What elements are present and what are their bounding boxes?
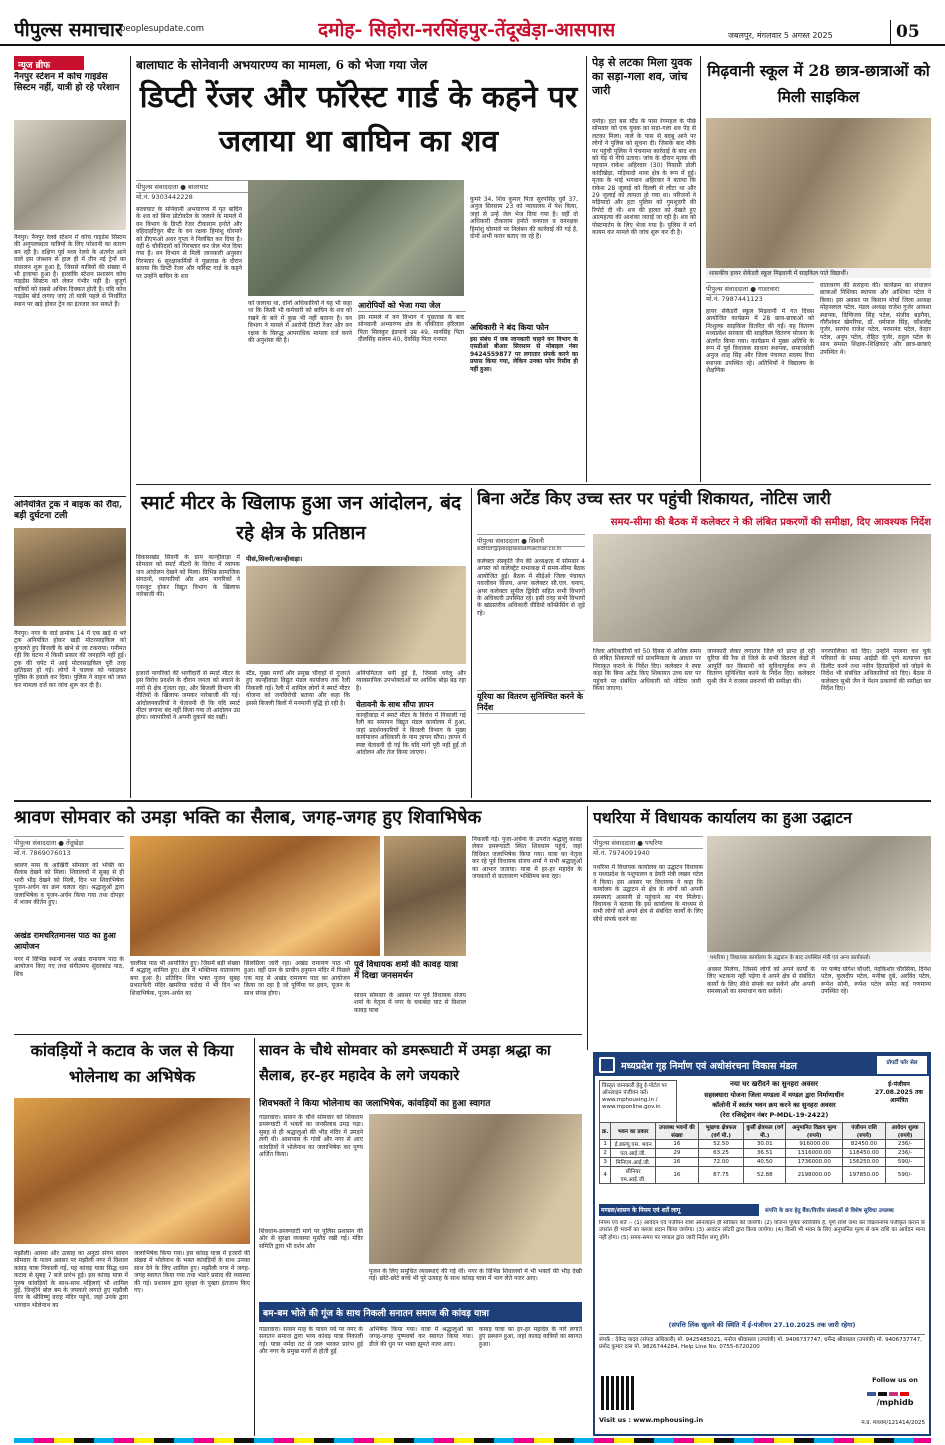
ad-table-cell: ई.डब्ल्यू.एस. भवन (611, 1140, 656, 1149)
meter-col4-head: चेतावनी के साथ सौंपा ज्ञापन (356, 700, 466, 711)
lead-byline: पीपुल्स संवाददाता ● बालाघाट (136, 180, 248, 193)
ad-table-cell: 1 (600, 1140, 611, 1149)
damru-headline: सावन के चौथे सोमवार को डमरूघाटी में उमड़ा श्रद्धा का सैलाब, हर-हर महादेव के लगे जयकारे (259, 1042, 551, 1084)
twitter-icon (878, 1392, 887, 1396)
damru-band-col2: अभिषेक किया गया। यात्रा में श्रद्धालुओं का जगह-जगह पुष्पवर्षा कर स्वागत किया गया। डीजे की धुन पर भक्त झूमते नजर आए। (369, 1326, 473, 1348)
ad-table-cell: 236/- (886, 1149, 925, 1158)
ad-table-header-cell: उपलब्ध भवनों की संख्या (656, 1123, 699, 1140)
lead-col3-head: आरोपियों को भेजा गया जेल (358, 300, 466, 312)
meter-col1: विकासखंड सिवनी के ग्राम कान्हीवाड़ा में सोमवार को स्मार्ट मीटरों के विरोध में व्यापक जन आंदोलन देखने को मिला। विभिन्न सामाजिक संगठनों, व्यापारियों और आम नागरिकों ने एकजुट होकर विद्युत विभाग के खिलाफ नारेबाजी की। (136, 554, 240, 599)
review-story (477, 488, 931, 798)
ad-table-row (600, 1167, 925, 1184)
ad-reg-no: म.प्र. माध्यम/121414/2025 (861, 1420, 925, 1426)
review-col1: कलेक्टर संस्कृति जैन की अध्यक्षता में सोमवार 4 अगस्त को कलेक्ट्रेट सभाकक्ष में समय-सीमा बैठक आयोजित हुई। बैठक में सीईओ जिला पंचायत नवजीवन विजय, अपर कलेक्टर सी.एल. चनाप, अपर कलेक्टर सुनील द्विवेदी सहित सभी विभागों के अधिकारी उपस्थित रहे। इसी तरह सभी विभागों के खंडस्तरीय अधिकारी वीडियो कॉन्फ्रेंसिंग से जुड़े रहे। (477, 558, 585, 617)
shravan-photo-shivling (384, 836, 466, 956)
ad-table-cell: 590/- (886, 1158, 925, 1167)
brief2-body: नैनपुर। नगर के वार्ड क्रमांक 14 में एक खड़े से भरे ट्रक अनियंत्रित होकर खड़ी मोटरसाइकिल को कुचलते हुए बिजली के खंभे से जा टकराया। गनीमत रही कि घटना में किसी प्रकार की जनहानि नहीं हुई। ट्रक की चपेट में आई मोटरसाइकिल पूरी तरह क्षतिग्रस्त हो गई। लोगों ने चालक को पकड़कर पुलिस के हवाले कर दिया। पुलिस ने वाहन को जब्त कर मामला दर्ज कर जांच शुरू कर दी है। (14, 630, 126, 689)
ad-corner-label: प्रोपर्टी फॉर सेल (877, 1056, 927, 1074)
ad-table-row (600, 1158, 925, 1167)
ad-table-cell: 52.50 (698, 1140, 743, 1149)
ad-table-cell: एल.आई.जी. (611, 1149, 656, 1158)
brief-divider (14, 496, 126, 497)
ad-table-header (600, 1123, 925, 1140)
youtube-icon (900, 1392, 909, 1396)
damru-col2: पूजन के लिए समुचित व्यवस्थाएं की गई थीं। नगर के विभिन्न शिवालयों में भी भक्तों की भीड़ देखी गई। छोटे-छोटे बच्चे भी पूरे उत्साह के साथ कांवड़ यात्रा में भाग लेते नजर आए। (369, 1268, 582, 1283)
ad-table-cell: 16 (656, 1167, 699, 1184)
ad-table-cell: 118450.00 (843, 1149, 886, 1158)
ad-eplan-badge: ई-पंजीयन 27.08.2025 तक आमंत्रित (874, 1081, 924, 1104)
cycle-story (706, 56, 931, 482)
ad-table-header-cell: भूखण्ड क्षेत्रफल (वर्ग मी.) (698, 1123, 743, 1140)
ad-line4: (रेरा रजिस्ट्रेशन नंबर P-MDL-19-2422) (719, 1111, 829, 1119)
review-subhead: समय-सीमा की बैठक में कलेक्टर ने की लंबित प्रकरणों की समीक्षा, दिए आवश्यक निर्देश (610, 517, 931, 528)
meter-col4b: कान्हीवाड़ा में स्मार्ट मीटर के विरोध में निकाली गई रैली का समापन विद्युत मंडल कार्यालय में हुआ, जहां प्रदर्शनकारियों ने बिजली विभाग के मुख्य कार्यपालन अधिकारी के नाम ज्ञापन सौंपा। ज्ञापन में स्पष्ट चेतावनी दी गई कि यदि मांगें पूरी नहीं हुईं तो आंदोलन और तेज किया जाएगा। (356, 712, 466, 757)
ad-social-icons (867, 1386, 925, 1396)
news-brief-column (14, 56, 126, 796)
ad-table-body (600, 1140, 925, 1184)
office-col3: पर पार्षद योगेश चौधरी, नंदकिशोर चौरसिया, दिनेश पटेल, कुलदीप पटेल, मनीषा दुबे, अरविंद पटेल, रूपेश सोनी, रूपेश पटेल समेत कई गणमान्य उपस्थित रहे। (821, 966, 931, 996)
review-col3: जानकारी लेकर लगातार जिले को प्राप्त हो रही यूरिया की रैक से जिले के सभी वितरण केंद्रों में आपूर्ति कर किसानों को सुविधापूर्वक रूप से वितरण सुनिश्चित करने के निर्देश दिए। कलेक्टर सुश्री जैन ने राजस्व प्रकरणों की समीक्षा की। (707, 648, 815, 685)
ad-contact: संपर्क : देवेन्द्र यादव (संपदा अधिकारी) मो. 9425485021, मनोज श्रीवास्तव (उपयंत्री) मो. 9406737747, धर्मेन्द्र श्रीवास्तव (उपयंत्री) मो. 9406737747, प्रमोद कुमार दास मो. 9826744284, Help Line No. 0755-6720200 (599, 1334, 925, 1370)
ad-footer-url: Visit us : www.mphousing.in (599, 1416, 704, 1424)
ad-table-cell: 1316000.00 (786, 1149, 843, 1158)
review-headline: बिना अटेंड किए उच्च स्तर पर पहुंची शिकायत, नोटिस जारी (477, 489, 831, 508)
section-rule (14, 1034, 582, 1035)
ad-table-cell: 156250.00 (843, 1158, 886, 1167)
damru-story (259, 1038, 582, 1436)
meter-col4: अनियमितता बनी हुई है, जिससे घरेलू और व्यावसायिक उपभोक्ताओं पर आर्थिक बोझ बढ़ रहा है। (356, 670, 466, 692)
ad-price-table (599, 1122, 925, 1184)
lead-col3: इस मामले में वन विभाग ने पूछताछ के बाद सोनवानी अभ्यारण्य क्षेत्र के चौकीदार हरिलाल पिता सिलकुर इंडपाचे उम्र 49, मानसिंह पिता दौलसिंह सलाम 40, देवसिंह पिता गनपत (358, 314, 464, 344)
lead-col2: को जलाया था, दोनों अधिकारियों ने यह भी कहा था कि किसी भी कर्मचारी को बाघिन के शव को रखने के बारे में कुछ भी नहीं बताना है। वन विभाग ने मामले में आरोपी डिप्टी रेंजर और वन रक्षक के विरुद्ध आपराधिक मामला दर्ज करने की अनुशंसा की है। (248, 300, 352, 345)
ad-table-header-cell: कुर्सी क्षेत्रफल (वर्ग मी.) (744, 1123, 786, 1140)
smart-meter-story (136, 488, 466, 798)
ad-table-cell: 72.00 (698, 1158, 743, 1167)
lead-col1: बालाघाट के सोनेवानी अभयारण्य में मृत बाघिन के शव को बिना प्रोटोकॉल के जलाने के मामले में वन विभाग के डिप्टी रेंजर टीकाराम हनोते और वहिदाहटिकुर बीट के वन रक्षक हिमांशु घोरमारे को डीएफओ अधर गुप्ता ने निलंबित कर दिया है। वहीं 6 चौकीदारों को गिरफ्तार कर जेल भेज दिया गया है। वन विभाग से मिली जानकारी अनुसार गिरफ्तार 6 सुरक्षाकर्मियों ने पूछताछ के दौरान बताया कि डिप्टी रेंजर और फॉरेस्ट गार्ड के कहने पर उन्होंने बाघिन के शव (136, 206, 242, 280)
office-photo-caption: पथरिया | विधायक कार्यालय के उद्घाटन के बाद उपस्थित मंत्री एवं अन्य कार्यकर्ता। (707, 952, 931, 962)
office-story (593, 806, 931, 1050)
ad-table-cell: 36.51 (744, 1149, 786, 1158)
lead-col4: कुमरे 34, शिव कुमार पिता सुरपसिंह धुर्वे 37, अनुज सिरसाम 23 को न्यायालय में पेश किया, जहां से उन्हें जेल भेज दिया गया है। वहीं दो अधिकारी टीकाराम हनोते वनपाल व वनरक्षक हिमांशु घोरमारे पर निलंबन की कार्रवाई की गई है, दोनों अभी फरार बताए जा रहे हैं। (470, 196, 578, 241)
ad-table-cell: 4 (600, 1167, 611, 1184)
column-rule (471, 488, 472, 798)
masthead (0, 0, 945, 46)
shravan-col1b: नगर में विभिन्न स्थानों पर अखंड रामायण पाठ के आयोजन किए गए तथा संगीतमय सुंदरकांड पाठ, शिव (14, 956, 124, 978)
lead-col4b: इस संबंध में जब जानकारी चाहने वन विभाग के एसडीओ बीआर सिरसाम से मोबाइल नंबर 9424559877 पर लगातार संपर्क करने का प्रयास किया गया, लेकिन उनका फोन रिसीव ही नहीं हुआ। (470, 336, 578, 373)
column-rule (254, 1038, 255, 1436)
brief1-headline: नैनपुर स्टेशन में कोच गाइडेंस सिस्टम नहीं, यात्री हो रहे परेशान (14, 72, 120, 93)
ad-table-header-cell: क्र. (600, 1123, 611, 1140)
ad-table-cell: 2 (600, 1149, 611, 1158)
review-photo (593, 534, 931, 642)
brand-logo: पीपुल्स समाचार (14, 19, 123, 41)
review-byline: पीपुल्स संवाददाता ● सिवनी (477, 534, 585, 547)
lead-mobile: मो.नं. 9303442228 (136, 193, 193, 201)
office-col1: पथरिया में विधायक कार्यालय का उद्घाटन विधायक व मध्यप्रदेश के पशुपालन व डेयरी मंत्री लखन पटेल ने किया। इस अवसर पर विधायक ने कहा कि कार्यालय के उद्घाटन से क्षेत्र के लोगों को अपनी समस्याएं आसानी से पहुंचाने का मंच मिलेगा। विधायक ने बताया कि इस कार्यालय के माध्यम से सभी लोगों को अपने क्षेत्र से संबंधित कार्यों के लिए सीधे संपर्क करने का (593, 864, 703, 923)
ad-notes: नियम एवं शर्तें :- (1) आवेदन एवं पंजीयन राशि ऑनलाइन ही स्वीकार की जायेगी। (2) योजना पूर्णतः स्ववित्तीय है, पूर्ण राशि जमा कर विक्रयनामा पंजीकृत कराने के उपरांत ही भवनों का कब्जा प्रदान किया जायेगा। (3) आवंटन लॉटरी द्वारा किया जायेगा। (4) किसी भी भवन के लिए अनुमानित मूल्य से कम राशि का आवेदन मान्य नहीं होगा। (5) समय-समय पर मण्डल द्वारा जारी निर्देश लागू होंगे। (599, 1220, 925, 1241)
column-rule (700, 56, 701, 482)
ad-logo-icon (599, 1057, 615, 1073)
ad-title-bar (595, 1054, 929, 1076)
kanwar-headline: कांवड़ियों ने कटाव के जल से किया भोलेनाथ का अभिषेक (30, 1041, 234, 1086)
lead-photo (248, 180, 464, 296)
ad-title: मध्यप्रदेश गृह निर्माण एवं अधोसंरचना विकास मंडल (621, 1061, 797, 1072)
review-col2: जिला अधिकारियों को 50 दिवस से अधिक समय से लंबित शिकायतों को प्राथमिकता के आधार पर निराकृत कराने के निर्देश दिए। कलेक्टर ने स्पष्ट कहा कि बिना अटेंड किए शिकायत उच्च स्तर पर पहुंचने पर संबंधित अधिकारी को नोटिस जारी किया जाएगा। (593, 648, 701, 693)
cycle-photo (706, 118, 931, 268)
ad-table-cell: 590/- (886, 1167, 925, 1184)
shravan-col4: सावन सोमवार के अवसर पर पूर्व विधायक संजय शर्मा के नेतृत्व में नगर के चकबंदा घाट से विशाल कावड़ यात्रा (354, 992, 466, 1014)
meter-byline: पीसं,सिवनी/कान्हीवाड़ा। (246, 555, 303, 563)
meter-headline: स्मार्ट मीटर के खिलाफ हुआ जन आंदोलन, बंद रहे क्षेत्र के प्रतिष्ठान (140, 492, 462, 544)
ad-table-cell: 16 (656, 1140, 699, 1149)
ad-deadline: (संपत्ति लिंक खुलने की स्थिति में ई-पंजीयन 27.10.2025 तक जारी रहेगा) (668, 1321, 856, 1329)
damru-photo (369, 1114, 582, 1264)
lead-kicker: बालाघाट के सोनेवानी अभयारण्य का मामला, 6 को भेजा गया जेल (136, 58, 428, 72)
shravan-col4-head: पूर्व विधायक शर्मा की कावड़ यात्रा में दिखा जनसमर्थन (354, 960, 458, 981)
ad-table-header-cell: आवेदन शुल्क (रुपये) (886, 1123, 925, 1140)
shravan-col1: श्रावण मास के आखिरी सोमवार को भक्ति का सैलाब देखने को मिला। शिवालयों में सुबह से ही भारी भीड़ देखने को मिली, दिन भर शिवाभिषेक पूजन-अर्चन का क्रम चलता रहा। श्रद्धालुओं द्वारा जलाभिषेक व पूजन-अर्चन किया गया तथा दोपहर में भजन कीर्तन हुए। (14, 862, 124, 907)
news-brief-label: न्यूज ब्रीफ (14, 56, 84, 70)
brief1-body: नैनपुर। नैनपुर रेलवे स्टेशन में कोच गाइडेंस सिस्टम की अनुपलब्धता यात्रियों के लिए परेशानी का कारण बन रही है। दक्षिण पूर्व मध्य रेलवे के अंतर्गत आने वाले इस जंक्शन से हाल ही में तीन नई ट्रेनों का संचालन शुरू हुआ है, जिससे यात्रियों की संख्या में भी इजाफा हुआ है। हालांकि स्टेशन प्रशासन कोच गाइडेंस सिस्टम को लेकर गंभीर नहीं है। बुजुर्ग यात्रियों को सबसे अधिक दिक्कत होती है। यदि कोच गाइडेंस बोर्ड लगाए जाएं तो यात्री पहले से निर्धारित स्थान पर खड़े होकर ट्रेन का इंतजार कर सकते हैं। (14, 234, 126, 308)
kanwar-col1: मझौली। आस्था और उत्साह का अनूठा संगम सावन सोमवार के पावन अवसर पर मझौली नगर में विशाल कांवड़ यात्रा निकाली गई, यह कांवड़ यात्रा सिद्ध धाम कटाव से सुबह 7 बजे प्रारंभ हुई। इस कांवड़ यात्रा में पुरुष कांवड़ियों के साथ-साथ महिलाएं भी शामिल हुईं, जिन्होंने बोल बम के जयकारे लगाते हुए मझौली नगर के श्रीविष्णु वराह मंदिर पहुंचे, जहां उनके द्वारा भगवान भोलेनाथ का (14, 1250, 128, 1309)
cycle-mobile: मो.नं. 7987441123 (706, 295, 763, 303)
ad-line3: कॉलोनी में स्वतंत्र भवन क्रय करने का सुनहरा अवसर (712, 1101, 836, 1109)
ad-table-row (600, 1140, 925, 1149)
damru-band-col1: गाडरवारा। सावन माह के पावन पर्व पर नगर के सनातन समाज द्वारा भव्य कांवड़ यात्रा निकाली गई। यात्रा नर्मदा तट से जल भरकर प्रारंभ हुई और नगर के प्रमुख मार्गों से होती हुई (259, 1326, 363, 1356)
shravan-story (14, 806, 582, 1030)
ad-qr-code (601, 1376, 635, 1410)
shravan-col3: सिलसिला जारी रहा। अखंड रामायण पाठ भी हुआ। वहीं ग्राम के प्राचीन हनुमान मंदिर में पिछले एक माह से अखंड रामायण पाठ का आयोजन किया जा रहा है जो पूर्णिमा पर हवन, पूजन के साथ संपन्न होगा। (244, 960, 350, 997)
review-email: editor@peoplessamachar.co.in (477, 546, 562, 552)
cycle-byline: पीपुल्स संवाददाता ● गाडरवारा (706, 282, 814, 295)
ad-table-cell: 29 (656, 1149, 699, 1158)
edition-date: जबलपुर, मंगलवार 5 अगस्त 2025 (728, 31, 833, 40)
ad-follow-label: Follow us on (872, 1376, 918, 1384)
cycle-col2: वातावरण की सराहना की। कार्यक्रम का संचालन छात्राओं निशिका स्थापक और आंशिका पटेल ने किया। इस अवसर पर किसान मोर्चा जिला अध्यक्ष मोहनलाल पटेल, मंडल अध्यक्ष राजेश गुर्जर आयशा स्थापक, दिग्विजय सिंह पटेल, संजीव बड़गैया, गौरीशंकर खेमरिया, डॉ. धर्मपाल सिंह, कौशलेंद्र गुर्जर, सरपंच राजेश पटेल, परमानंद पटेल, केदार पटेल, अनूप पटेल, रोहित गुर्जर, राहुल पटेल के साथ समस्त शिक्षक-शिक्षिकाएं और छात्र-छात्राएं उपस्थित थे। (820, 282, 931, 356)
ad-table-wrap (599, 1122, 925, 1198)
meter-col2: हजारों नागरिकों की भागीदारी से स्मार्ट मीटर के इस विरोध प्रदर्शन के दौरान जनता को बचाने के नारों से क्षेत्र गूंजता रहा, और बिजली विभाग की नीतियों के खिलाफ जमकर नारेबाजी की गई। आंदोलनकारियों ने चेतावनी दी कि यदि स्मार्ट मीटर लगाना बंद नहीं किया गया तो आंदोलन उग्र होगा। व्यापारियों ने अपनी दुकानें बंद रखीं। (136, 670, 240, 722)
kanwar-col2: जलाभिषेक किया गया। इस कांवड़ यात्रा में हजारों की संख्या में भोलेनाथ के भक्त कांवड़ियों के साथ उनका साथ देने के लिए शामिल हुए। मझौली नगर में जगह-जगह स्वागत किया गया तथा भंडारे प्रसाद की व्यवस्था की गई। प्रशासन द्वारा सुरक्षा के पुख्ता इंतजाम किए गए। (134, 1250, 250, 1295)
ad-left-box: विस्तृत जानकारी हेतु ई-पोर्टल पर ऑनलाइन पंजीयन करें। www.mphousing.in / www.mponline.gov.in (599, 1080, 677, 1140)
ad-table-header-cell: अनुमानित विक्रय मूल्य (रुपये) (786, 1123, 843, 1140)
ad-table-cell: 63.25 (698, 1149, 743, 1158)
body-story-headline: पेड़ से लटका मिला युवक का सड़ा-गला शव, जांच जारी (592, 56, 692, 97)
lead-col4-head: अधिकारी ने बंद किया फोन (470, 322, 578, 334)
kanwar-story (14, 1038, 250, 1436)
print-color-marks (14, 1438, 931, 1443)
office-photo (707, 836, 931, 952)
facebook-icon (867, 1392, 876, 1396)
office-col2: अवसर मिलेगा, जिससे लोगों को अपने कार्यों के लिए भटकना नहीं पड़ेगा वे अपने क्षेत्र से संबंधित कार्यों के लिए सीधे संपर्क कर सकेंगे और अपनी समस्याओं का समाधान करा सकेंगे। (707, 966, 815, 996)
damru-band-head: बम-बम भोले की गूंज के साथ निकली सनातन समाज की कांवड़ यात्रा (259, 1302, 582, 1322)
lead-headline: डिप्टी रेंजर और फॉरेस्ट गार्ड के कहने पर जलाया था बाघिन का शव (139, 80, 578, 159)
shravan-headline: श्रावण सोमवार को उमड़ा भक्ति का सैलाब, जगह-जगह हुए शिवाभिषेक (14, 807, 482, 828)
body-found-story (592, 56, 696, 482)
website-url: peoplesupdate.com (120, 24, 205, 34)
office-mobile: मो.नं. 7974091940 (593, 849, 650, 857)
meter-photo (246, 566, 466, 664)
office-headline: पथरिया में विधायक कार्यालय का हुआ उद्घाटन (593, 808, 852, 827)
review-col4: नगरपालिका को दिए। उन्होंने पालना कर चुके परिवारों के समग्र आईडी की पूर्ण सत्यापन कर डिलीट करने तथा नवीन हितग्राहियों को जोड़ने के निर्देश भी संबंधित अधिकारियों को दिए। बैठक में कलेक्टर सुश्री जैन ने पेंशन प्रकरणों की समीक्षा कर निर्देश दिए। (821, 648, 931, 693)
ad-table-cell: 236/- (886, 1140, 925, 1149)
shravan-col5: निकाली गई। पूजा-अर्चना के उपरांत श्रद्धालु कावड़ लेकर डमरूघाटी स्थित शिवधाम पहुंचे, जहां विधिवत जलाभिषेक किया गया। यात्रा का नेतृत्व कर रहे पूर्व विधायक संजय शर्मा ने सभी श्रद्धालुओं का आभार जताया। यात्रा में हर-हर महादेव के जयकारों से वातावरण भक्तिमय बना रहा। (472, 836, 582, 881)
column-rule (130, 56, 131, 798)
body-story-text: दमोह। हटा बस स्टैंड के पास रंगमहल के पीछे सोमवार को एक युवक का सड़ा-गला शव पेड़ से लटका मिला। नाले के पास से बदबू आने पर लोगों ने पुलिस को सूचना दी। जिसके बाद मौके पर पहुंची पुलिस ने पंचनामा कार्रवाई के बाद शव को पेड़ से नीचे उतारा। जांच के दौरान मृतक की पहचान राकेश अहिरवार (30) निवासी डोली कांदीखेड़ा, मड़ियादो थाना क्षेत्र के रूप में हुई। मृतक के भाई भगवान अहिरवार ने बताया कि राकेश 28 जुलाई को दिल्ली से लौटा था और 29 जुलाई को लापता हो गया था। परिजनों ने मड़ियादो और हटा पुलिस को गुमशुदगी की रिपोर्ट दी थी। शव की हालत को देखते हुए आत्महत्या की आशंका जताई जा रही है। शव को पोस्टमार्टम के लिए भेजा गया है। पुलिस ने मर्ग कायम कर मामले की जांच शुरू कर दी है। (592, 118, 696, 237)
damru-col1: गाडरवारा। सावन के चौथे सोमवार को शिवधाम डमरूघाटी में भक्तों का जनसैलाब उमड़ पड़ा। सुबह से ही श्रद्धालुओं की भीड़ मंदिर में उमड़ने लगी थी। आसपास के गांवों और नगर से आए कांवड़ियों ने भोलेनाथ का जलाभिषेक कर पुण्य अर्जित किया। (259, 1114, 363, 1159)
mp-housing-ad (593, 1052, 931, 1436)
damru-col1b: शिवधाम-डमरूघाटी मार्ग पर पुलिस प्रशासन की ओर से सुरक्षा व्यवस्था मुस्तैद रखी गई। मंदिर समिति द्वारा भी दर्शन और (259, 1228, 363, 1250)
section-rule (136, 484, 931, 485)
ad-table-cell: 82450.00 (843, 1140, 886, 1149)
page-number: 05 (896, 22, 920, 42)
section-rule (14, 800, 931, 802)
damru-subhead: शिवभक्तों ने किया भोलेनाथ का जलाभिषेक, कांवड़ियों का हुआ स्वागत (259, 1099, 491, 1109)
ad-note-head: मण्डल/शासन के नियम एवं शर्तें लागू (599, 1204, 759, 1216)
cycle-col1: हायर सेकेंडरी स्कूल मिढ़वानी में गत दिवस आयोजित कार्यक्रम में 28 छात्र-छात्राओं को निःशुल्क साइकिल वितरित की गईं। यह वितरण मध्यप्रदेश सरकार की साइकिल वितरण योजना के अंतर्गत किया गया। कार्यक्रम में मुख्य अतिथि के रूप में पूर्व विधायक साधना स्थापक, समाजसेवी अनुज शाह सिंह और जिला पंचायत सदस्य रिचा स्थापक उपस्थित रहे। अतिथियों ने विद्यालय के शैक्षणिक (706, 308, 814, 375)
office-byline: पीपुल्स संवाददाता ● पथरिया (593, 836, 703, 849)
meter-col3: स्टैंड, मुख्य मार्गों और प्रमुख चौराहों से गुजरते हुए कान्हीवाड़ा विद्युत मंडल कार्यालय तक रैली निकाली गई। रैली में शामिल लोगों ने स्मार्ट मीटर योजना को जनविरोधी बताया और कहा कि इससे बिजली बिलों में मनमानी वृद्धि हो रही है। (246, 670, 350, 707)
ad-table-cell: 52.88 (744, 1167, 786, 1184)
brief2-photo (14, 528, 126, 626)
ad-table-row (600, 1149, 925, 1158)
cycle-photo-caption: शासकीय हायर सेकेंडरी स्कूल मिढ़वानी में साइकिल पाते विद्यार्थी। (706, 268, 931, 278)
masthead-divider (890, 20, 891, 44)
brief1-photo (14, 120, 126, 230)
column-rule (587, 806, 588, 1050)
ad-table-cell: 197850.00 (843, 1167, 886, 1184)
damru-band-col3: कावड़ यात्रा का हर-हर महादेव के नारे लगाते हुए प्रस्थान हुआ, जहां कावड़ यात्रियों का स्वागत हुआ। (479, 1326, 582, 1348)
ad-note-right: संपत्ति के क्रय हेतु बैंक/वित्तीय संस्थाओं से विशेष सुविधा उपलब्ध (765, 1208, 894, 1214)
ad-table-cell: 1736000.00 (786, 1158, 843, 1167)
ad-line2: सहस्त्रधारा योजना जिला मण्डला में मण्डल द्वारा निर्माणाधीन (704, 1091, 844, 1099)
ad-table-cell: 16 (656, 1158, 699, 1167)
ad-table-cell: मिनिएम.आई.जी. (611, 1158, 656, 1167)
ad-table-cell: सीनियर एम.आई.जी. (611, 1167, 656, 1184)
ad-table-cell: 3 (600, 1158, 611, 1167)
kanwar-photo (14, 1098, 250, 1244)
column-rule (586, 56, 587, 482)
shravan-byline: पीपुल्स संवाददाता ● तेंदूखेड़ा (14, 836, 124, 849)
ad-handle: /mphidb (876, 1398, 914, 1407)
ad-table-header-cell: पंजीयन राशि (रुपये) (843, 1123, 886, 1140)
shravan-sub1: अखंड रामचरितमानस पाठ का हुआ आयोजन (14, 930, 116, 951)
ad-table-cell: 2198000.00 (786, 1167, 843, 1184)
lead-story (136, 56, 581, 482)
ad-table-header-cell: भवन का प्रकार (611, 1123, 656, 1140)
region-title: दमोह- सिहोरा-नरसिंहपुर-तेंदूखेड़ा-आसपास (318, 19, 616, 41)
review-sub1: यूरिया का वितरण सुनिश्चित करने के निर्देश (477, 692, 584, 712)
instagram-icon (889, 1392, 898, 1396)
ad-table-cell: 916000.00 (786, 1140, 843, 1149)
ad-table-cell: 40.50 (744, 1158, 786, 1167)
shravan-col2: चालीसा पाठ भी आयोजित हुए। जिसमें बड़ी संख्या में श्रद्धालु शामिल हुए। क्षेत्र में भक्तिमय वातावरण बना हुआ है। प्रतिदिन शिव भक्त पूजन सुबह प्रभातफेरी मंदिर खमरिया चरोदा में भी दिन भर शिवाभिषेक, पूजन-अर्चन का (130, 960, 240, 997)
shravan-mobile: मो.नं. 7869076013 (14, 849, 71, 857)
cycle-headline: मिढ़वानी स्कूल में 28 छात्र-छात्राओं को मिली साइकिल (707, 61, 930, 106)
shravan-photo-crowd (130, 836, 380, 956)
ad-table-cell: 87.75 (698, 1167, 743, 1184)
brief2-headline: अनियंत्रित ट्रक ने बाइक को रौंदा, बड़ी दुर्घटना टली (14, 500, 123, 521)
ad-line1: नया घर खरीदने का सुनहरा अवसर (730, 1080, 818, 1088)
ad-table-cell: 30.01 (744, 1140, 786, 1149)
